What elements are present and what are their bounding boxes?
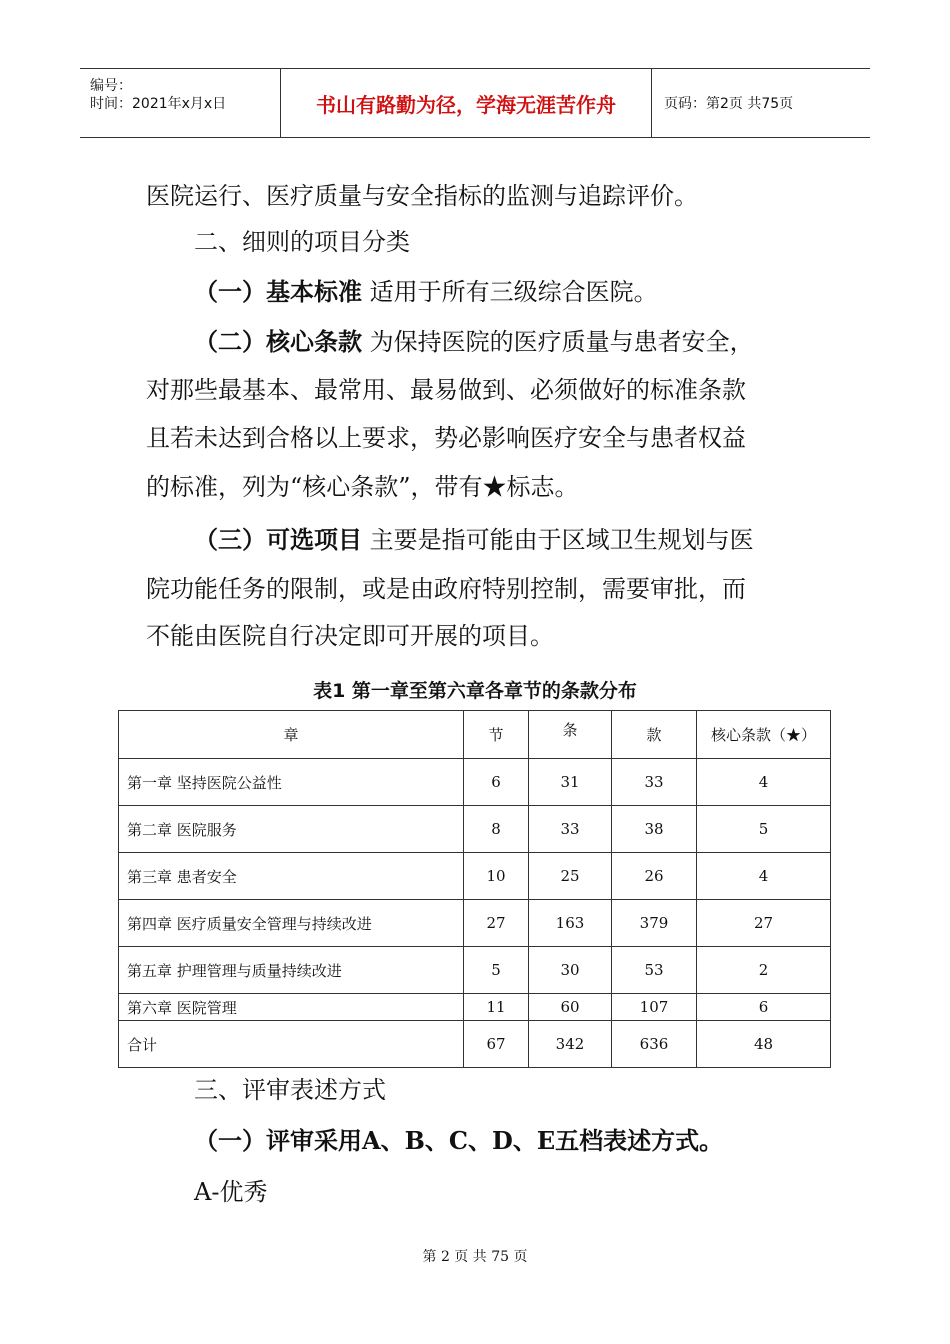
table-caption: 表1 第一章至第六章各章节的条款分布 (313, 680, 637, 702)
item-2-text-l2: 对那些最基本、最常用、最易做到、必须做好的标准条款 (146, 376, 746, 404)
row-chapter: 第六章 医院管理 (119, 994, 464, 1021)
table-header-row (119, 711, 831, 759)
row-section: 8 (464, 806, 529, 853)
item-3 (194, 516, 754, 564)
table-row (119, 994, 831, 1021)
section-2-title: 二、细则的项目分类 (194, 228, 410, 256)
row-clause: 636 (612, 1021, 697, 1068)
row-clause: 107 (612, 994, 697, 1021)
item-2 (194, 318, 754, 366)
row-chapter: 合计 (119, 1021, 464, 1068)
row-article: 33 (529, 806, 612, 853)
section-3-title: 三、评审表述方式 (194, 1076, 386, 1104)
page-header (80, 68, 870, 138)
header-clause: 款 (612, 711, 697, 759)
row-chapter: 第一章 坚持医院公益性 (119, 759, 464, 806)
grade-a: A-优秀 (194, 1178, 268, 1206)
row-article: 30 (529, 947, 612, 994)
row-article: 342 (529, 1021, 612, 1068)
row-section: 5 (464, 947, 529, 994)
row-section: 6 (464, 759, 529, 806)
row-section: 27 (464, 900, 529, 947)
row-core: 4 (697, 759, 831, 806)
row-section: 10 (464, 853, 529, 900)
row-chapter: 第四章 医疗质量安全管理与持续改进 (119, 900, 464, 947)
row-clause: 379 (612, 900, 697, 947)
row-section: 11 (464, 994, 529, 1021)
header-core-clause: 核心条款（★） (697, 711, 831, 759)
row-article: 25 (529, 853, 612, 900)
header-chapter: 章 (119, 711, 464, 759)
row-article: 60 (529, 994, 612, 1021)
row-core: 2 (697, 947, 831, 994)
row-clause: 26 (612, 853, 697, 900)
item-3-text-l1: 主要是指可能由于区域卫生规划与医 (369, 526, 754, 554)
row-core: 5 (697, 806, 831, 853)
table-row (119, 759, 831, 806)
body-line-1: 医院运行、医疗质量与安全指标的监测与追踪评价。 (146, 182, 698, 210)
row-core: 6 (697, 994, 831, 1021)
row-clause: 38 (612, 806, 697, 853)
row-core: 48 (697, 1021, 831, 1068)
item-1 (194, 268, 658, 316)
row-core: 27 (697, 900, 831, 947)
row-chapter: 第二章 医院服务 (119, 806, 464, 853)
item-1-label: （一）基本标准 (194, 277, 362, 306)
table-row (119, 947, 831, 994)
clause-distribution-table (118, 710, 831, 1068)
header-meta (80, 69, 281, 137)
number-label: 编号： (90, 78, 132, 94)
row-clause: 53 (612, 947, 697, 994)
item-2-text-l1: 为保持医院的医疗质量与患者安全， (369, 328, 754, 356)
row-section: 67 (464, 1021, 529, 1068)
header-section: 节 (464, 711, 529, 759)
row-article: 31 (529, 759, 612, 806)
table-row (119, 853, 831, 900)
row-core: 4 (697, 853, 831, 900)
row-clause: 33 (612, 759, 697, 806)
header-page-info: 页码：第2页 共75页 (664, 96, 794, 112)
row-chapter: 第五章 护理管理与质量持续改进 (119, 947, 464, 994)
item-2-text-l3: 且若未达到合格以上要求，势必影响医疗安全与患者权益 (146, 424, 746, 452)
page-footer: 第 2 页 共 75 页 (422, 1249, 528, 1265)
row-chapter: 第三章 患者安全 (119, 853, 464, 900)
table-row (119, 900, 831, 947)
table-total-row (119, 1021, 831, 1068)
table-row (119, 806, 831, 853)
date-line: 时间：2021年x月x日 (90, 96, 227, 112)
item-2-text-l4: 的标准，列为“核心条款”，带有★标志。 (146, 473, 579, 501)
item-3-label: （三）可选项目 (194, 525, 362, 554)
header-article: 条 (529, 711, 612, 759)
row-article: 163 (529, 900, 612, 947)
item-1-text: 适用于所有三级综合医院。 (369, 278, 658, 306)
item-3-text-l2: 院功能任务的限制，或是由政府特别控制，需要审批，而 (146, 575, 746, 603)
sub-1-title: （一）评审采用A、B、C、D、E五档表述方式。 (194, 1126, 724, 1155)
header-motto: 书山有路勤为径，学海无涯苦作舟 (281, 69, 652, 137)
item-3-text-l3: 不能由医院自行决定即可开展的项目。 (146, 622, 554, 650)
item-2-label: （二）核心条款 (194, 327, 362, 356)
